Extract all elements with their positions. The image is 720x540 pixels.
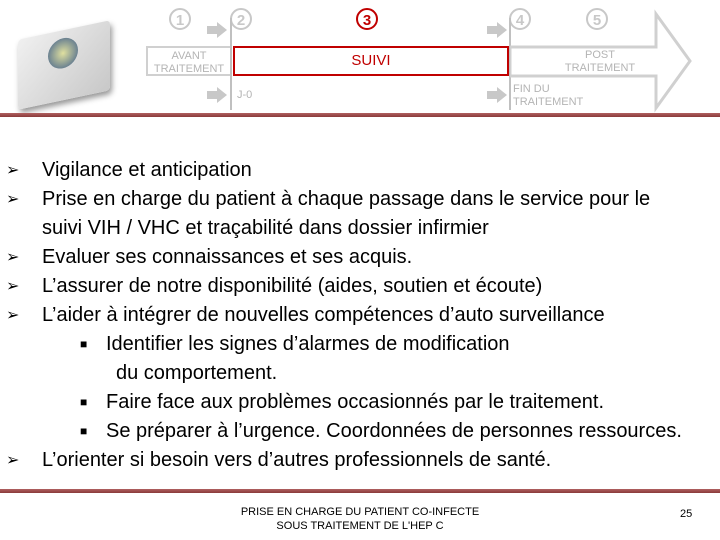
header-divider <box>0 113 720 117</box>
list-item: ➢ Evaluer ses connaissances et ses acquis. <box>0 243 720 272</box>
step-1-badge: 1 <box>169 8 191 30</box>
arrow-bullet-icon: ➢ <box>6 162 20 179</box>
arrow-bullet-icon: ➢ <box>6 249 20 266</box>
footer-divider <box>0 489 720 493</box>
phase-before: AVANT TRAITEMENT <box>146 46 230 76</box>
list-item: ➢ L’aider à intégrer de nouvelles compétences d’auto surveillance <box>0 301 720 330</box>
start-divider <box>230 18 232 110</box>
arrow-bullet-icon: ➢ <box>6 307 20 324</box>
logo <box>18 20 110 110</box>
arrow-right-icon <box>217 22 227 38</box>
sub-list-item: ■ Se préparer à l’urgence. Coordonnées de personnes ressources. <box>0 417 720 446</box>
square-bullet-icon: ■ <box>80 337 88 351</box>
step-5-badge: 5 <box>586 8 608 30</box>
sub-list-item: ■ Faire face aux problèmes occasionnés par le traitement. <box>0 388 720 417</box>
list-item: ➢ Prise en charge du patient à chaque passage dans le service pour le <box>0 185 720 214</box>
page-number: 25 <box>680 508 693 520</box>
list-item: ➢ Vigilance et anticipation <box>0 156 720 185</box>
step-2-badge: 2 <box>230 8 252 30</box>
bullet-list <box>0 156 720 475</box>
arrow-right-icon <box>217 87 227 103</box>
arrow-right-icon <box>497 87 507 103</box>
footer-title: PRISE EN CHARGE DU PATIENT CO-INFECTE SOUS TRAITEMENT DE L'HEP C <box>240 506 480 532</box>
list-item: ➢ L’orienter si besoin vers d’autres professionnels de santé. <box>0 446 720 475</box>
step-4-badge: 4 <box>509 8 531 30</box>
square-bullet-icon: ■ <box>80 395 88 409</box>
arrow-right-icon <box>497 22 507 38</box>
list-item-continuation: du comportement. <box>116 362 278 384</box>
logo-emblem-icon <box>48 35 78 71</box>
step-3-badge: 3 <box>356 8 378 30</box>
phase-current: SUIVI <box>233 46 509 76</box>
sub-list-item: ■ Identifier les signes d’alarmes de modification <box>0 330 720 359</box>
square-bullet-icon: ■ <box>80 424 88 438</box>
phase-after-label: POST TRAITEMENT <box>564 49 636 74</box>
arrow-bullet-icon: ➢ <box>6 452 20 469</box>
arrow-bullet-icon: ➢ <box>6 191 20 208</box>
marker-start: J-0 <box>237 89 253 101</box>
arrow-bullet-icon: ➢ <box>6 278 20 295</box>
list-item-continuation: suivi VIH / VHC et traçabilité dans dossier infirmier <box>42 217 489 239</box>
list-item: ➢ L’assurer de notre disponibilité (aides, soutien et écoute) <box>0 272 720 301</box>
marker-end: FIN DU TRAITEMENT <box>513 83 584 108</box>
